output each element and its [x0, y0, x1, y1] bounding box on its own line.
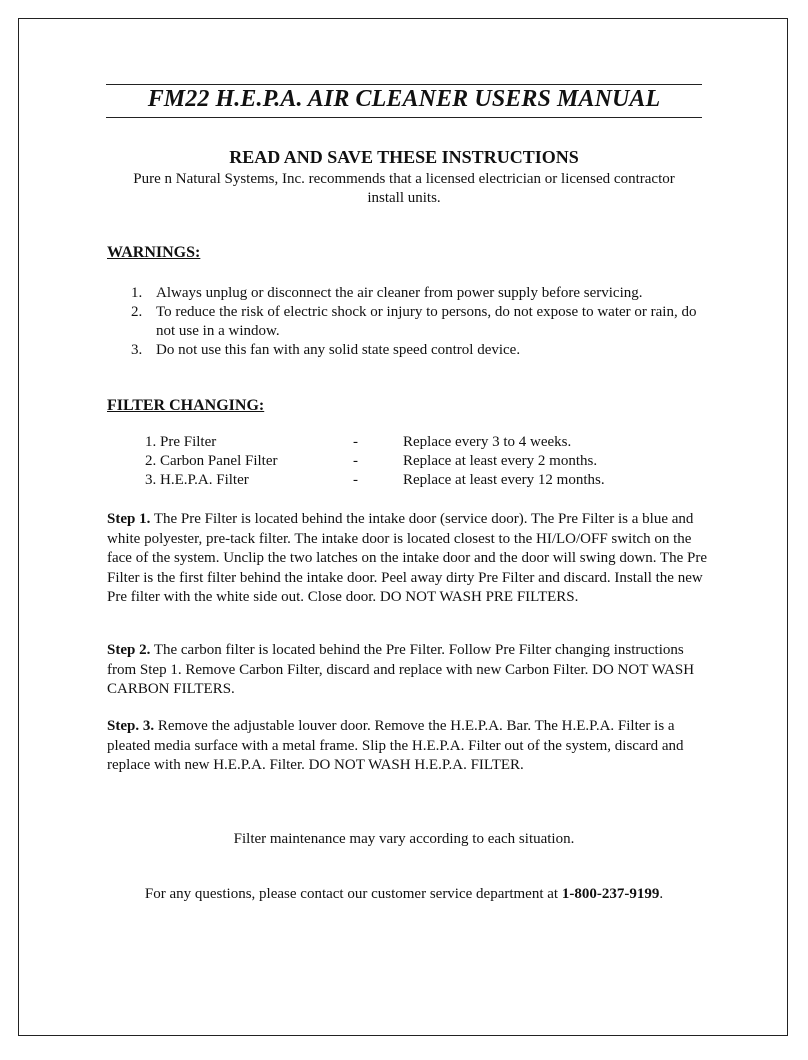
intro-text: Pure n Natural Systems, Inc. recommends that a licensed electrician or licensed contractor install units.	[133, 171, 675, 206]
warning-item	[107, 284, 707, 303]
contact-line	[0, 886, 808, 903]
filter-dash: -	[353, 434, 358, 450]
warning-number: 1.	[131, 285, 143, 301]
filter-name: 1. Pre Filter	[145, 434, 217, 450]
warning-text: Always unplug or disconnect the air cleaner from power supply before servicing.	[156, 285, 643, 301]
warning-number: 3.	[131, 342, 143, 358]
step-1-text: The Pre Filter is located behind the intake door (service door). The Pre Filter is a blue and white polyester, pre-tack filter. The intake door is located closest to the HI/LO/OFF switch on the face of the system. Unclip the two latches on the intake door and the door will swing down. The Pre Filter is the first filter behind the intake door. Peel away dirty Pre Filter and discard. Install the new Pre filter with the white side out. Close door. DO NOT WASH PRE FILTERS.	[107, 511, 707, 605]
step-2-label: Step 2.	[107, 642, 151, 658]
step-3-paragraph	[107, 717, 707, 776]
document-title: FM22 H.E.P.A. AIR CLEANER USERS MANUAL	[147, 86, 661, 112]
maintenance-note: Filter maintenance may vary according to each situation.	[233, 831, 575, 847]
filter-frequency: Replace every 3 to 4 weeks.	[403, 434, 572, 450]
warnings-list	[107, 284, 707, 360]
filter-frequency: Replace at least every 12 months.	[403, 472, 605, 488]
filter-name: 3. H.E.P.A. Filter	[145, 472, 249, 488]
warning-item	[107, 303, 707, 341]
contact-text: For any questions, please contact our customer service department at	[144, 886, 562, 902]
warning-item	[107, 341, 707, 360]
filter-frequency: Replace at least every 2 months.	[403, 453, 598, 469]
filter-dash: -	[353, 453, 358, 469]
warning-number: 2.	[131, 304, 143, 320]
title-block	[106, 84, 702, 118]
contact-suffix: .	[659, 886, 664, 902]
filter-changing-heading: FILTER CHANGING:	[107, 397, 265, 414]
filter-name: 2. Carbon Panel Filter	[145, 453, 278, 469]
step-2-text: The carbon filter is located behind the Pre Filter. Follow Pre Filter changing instructions from Step 1. Remove Carbon Filter, discard and replace with new Carbon Filter. DO NOT WASH CARBON FILTERS.	[107, 642, 695, 697]
step-3-text: Remove the adjustable louver door. Remove the H.E.P.A. Bar. The H.E.P.A. Filter is a pleated media surface with a metal frame. Slip the H.E.P.A. Filter out of the system, discard and replace with new H.E.P.A. Filter. DO NOT WASH H.E.P.A. FILTER.	[107, 718, 684, 773]
contact-phone: 1-800-237-9199	[561, 886, 660, 902]
filter-dash: -	[353, 472, 358, 488]
warnings-heading: WARNINGS:	[107, 244, 201, 261]
warning-text: Do not use this fan with any solid state speed control device.	[156, 342, 521, 358]
step-1-paragraph	[107, 510, 707, 608]
step-2-paragraph	[107, 641, 707, 700]
step-3-label: Step. 3.	[107, 718, 155, 734]
warning-text: To reduce the risk of electric shock or injury to persons, do not expose to water or rain, do not use in a window.	[156, 304, 697, 339]
subtitle: READ AND SAVE THESE INSTRUCTIONS	[229, 147, 579, 167]
step-1-label: Step 1.	[107, 511, 151, 527]
